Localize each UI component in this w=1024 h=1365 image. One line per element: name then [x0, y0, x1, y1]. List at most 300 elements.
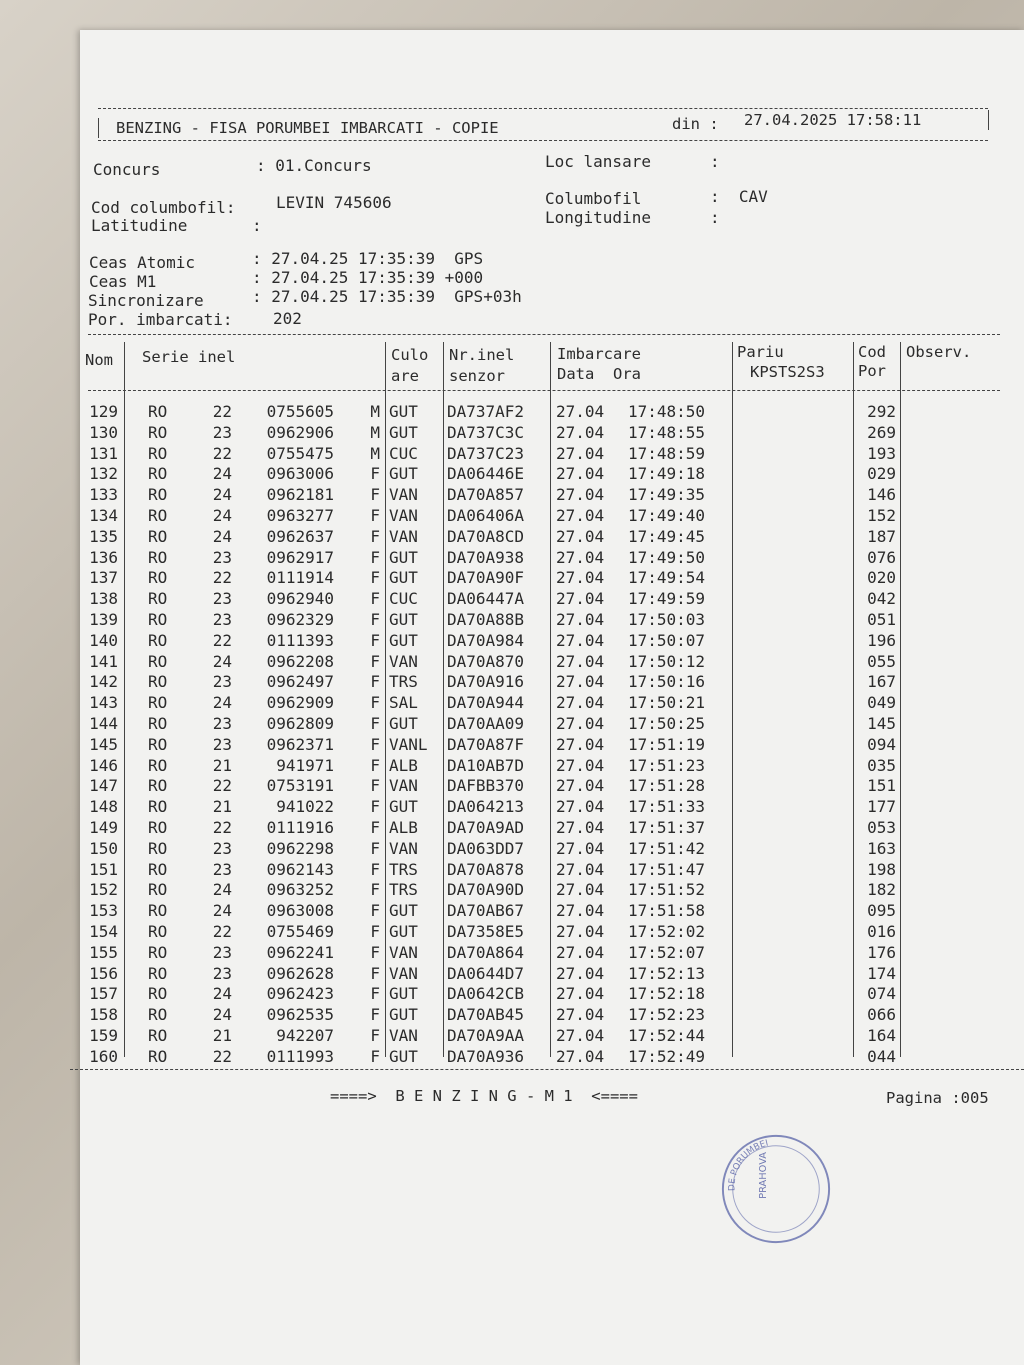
col-nom: Nom [85, 351, 113, 369]
cell-sex: F [370, 776, 380, 796]
cell-culoare: GUT [389, 402, 418, 421]
cell-data: 27.04 [556, 1046, 605, 1066]
table-row [80, 527, 1020, 548]
cell-senzor: DA70AB67 [447, 901, 525, 921]
cell-an: 24 [212, 901, 232, 921]
cell-culoare: TRS [389, 672, 418, 692]
table-row [80, 568, 1020, 589]
cell-inel: 0962906 [266, 422, 334, 442]
cell-tara: RO [148, 818, 168, 837]
club-stamp [717, 1130, 835, 1248]
cell-culoare: GUT [389, 547, 418, 567]
cell-sex: F [370, 464, 380, 484]
cell-data: 27.04 [556, 922, 605, 941]
cell-nom: 160 [89, 1046, 118, 1066]
cell-ora: 17:50:25 [628, 714, 706, 733]
table-row [80, 776, 1020, 797]
cell-inel: 0963252 [266, 880, 334, 900]
cell-senzor: DA737C23 [447, 443, 525, 463]
cell-ora: 17:52:49 [628, 1046, 706, 1066]
cell-inel: 0963277 [266, 506, 334, 525]
table-row [80, 693, 1020, 714]
cell-sex: F [370, 672, 380, 692]
col-cod-2: Por [858, 362, 886, 380]
cell-culoare: SAL [389, 693, 418, 713]
longitudine-value: : [710, 208, 720, 227]
cell-cod: 176 [867, 942, 896, 962]
cell-an: 22 [212, 402, 232, 421]
concurs-label: Concurs [93, 160, 161, 179]
cell-senzor: DA70AB45 [447, 1005, 525, 1025]
cell-senzor: DA70A916 [447, 672, 525, 692]
cell-culoare: GUT [389, 422, 418, 442]
cell-sex: F [370, 755, 380, 775]
cell-sex: F [370, 547, 380, 567]
table-row [80, 818, 1020, 839]
cell-data: 27.04 [556, 714, 605, 733]
cell-sex: F [370, 797, 380, 817]
cell-ora: 17:49:45 [628, 526, 706, 546]
cell-sex: F [370, 485, 380, 505]
cell-nom: 143 [89, 693, 118, 713]
cell-senzor: DA063DD7 [447, 838, 525, 858]
cell-data: 27.04 [556, 880, 605, 900]
cell-data: 27.04 [556, 984, 605, 1004]
cell-data: 27.04 [556, 630, 605, 650]
cell-tara: RO [148, 880, 168, 900]
cell-senzor: DA0644D7 [447, 963, 525, 983]
cell-culoare: VAN [389, 651, 418, 671]
table-row [80, 444, 1020, 465]
cell-sex: M [370, 443, 380, 463]
cell-an: 22 [212, 922, 232, 941]
cell-data: 27.04 [556, 589, 605, 609]
cell-cod: 146 [867, 485, 896, 505]
cell-an: 23 [212, 859, 232, 879]
table-row [80, 631, 1020, 652]
cell-nom: 151 [89, 859, 118, 879]
cell-an: 22 [212, 568, 232, 588]
cell-nom: 142 [89, 672, 118, 692]
cell-tara: RO [148, 651, 168, 671]
cell-ora: 17:49:59 [628, 589, 706, 609]
cell-nom: 129 [89, 402, 118, 421]
cell-data: 27.04 [556, 1005, 605, 1025]
cell-nom: 135 [89, 526, 118, 546]
cell-inel: 0962329 [266, 610, 334, 629]
table-row [80, 548, 1020, 569]
cell-tara: RO [148, 693, 168, 713]
stamp-text-center: PRAHOVA [758, 1151, 770, 1199]
cell-ora: 17:52:18 [628, 984, 706, 1004]
cell-culoare: VAN [389, 526, 418, 546]
cell-sex: F [370, 568, 380, 588]
page-number: Pagina :005 [886, 1089, 989, 1107]
col-observatii: Observ. [906, 343, 972, 361]
cell-tara: RO [148, 755, 168, 775]
cell-tara: RO [148, 963, 168, 983]
cell-cod: 076 [867, 547, 896, 567]
col-imbarcare-2: Data Ora [557, 365, 641, 383]
cell-cod: 029 [867, 464, 896, 484]
cell-inel: 0962208 [266, 651, 334, 671]
cell-nom: 140 [89, 630, 118, 650]
cell-nom: 139 [89, 610, 118, 629]
cell-senzor: DA70A88B [447, 610, 525, 629]
ceas-m1-value: : 27.04.25 17:35:39 +000 [252, 268, 484, 287]
cell-cod: 196 [867, 630, 896, 650]
cell-nom: 134 [89, 506, 118, 525]
cell-culoare: GUT [389, 984, 418, 1004]
cell-senzor: DA70A857 [447, 485, 525, 505]
cell-an: 23 [212, 610, 232, 629]
cell-nom: 152 [89, 880, 118, 900]
cell-tara: RO [148, 485, 168, 505]
cell-tara: RO [148, 838, 168, 858]
cell-tara: RO [148, 734, 168, 754]
cell-senzor: DA737AF2 [447, 402, 525, 421]
cell-ora: 17:49:54 [628, 568, 706, 588]
cell-an: 24 [212, 984, 232, 1004]
cell-sex: F [370, 714, 380, 733]
cell-ora: 17:49:18 [628, 464, 706, 484]
cell-culoare: VAN [389, 838, 418, 858]
cell-data: 27.04 [556, 693, 605, 713]
cell-data: 27.04 [556, 526, 605, 546]
cell-sex: F [370, 818, 380, 837]
cell-nom: 157 [89, 984, 118, 1004]
cell-senzor: DA70A9AA [447, 1026, 525, 1045]
cell-cod: 164 [867, 1026, 896, 1045]
col-culoare-1: Culo [391, 346, 429, 364]
cell-an: 24 [212, 1005, 232, 1025]
col-culoare-2: are [391, 367, 419, 385]
cell-an: 24 [212, 464, 232, 484]
porumbei-imbarcati-value: 202 [273, 309, 302, 328]
cell-inel: 0962909 [266, 693, 334, 713]
cell-culoare: GUT [389, 714, 418, 733]
cell-cod: 174 [867, 963, 896, 983]
table-row [80, 1026, 1020, 1047]
cell-inel: 0111393 [266, 630, 334, 650]
cell-inel: 0755469 [266, 922, 334, 941]
latitudine-label: Latitudine [91, 216, 188, 235]
cell-data: 27.04 [556, 547, 605, 567]
cell-culoare: GUT [389, 922, 418, 941]
cell-sex: F [370, 693, 380, 713]
cell-data: 27.04 [556, 672, 605, 692]
table-row [80, 423, 1020, 444]
cell-ora: 17:52:44 [628, 1026, 706, 1045]
cell-senzor: DA0642CB [447, 984, 525, 1004]
cell-an: 23 [212, 963, 232, 983]
cell-inel: 0962143 [266, 859, 334, 879]
table-row [80, 880, 1020, 901]
cell-ora: 17:51:47 [628, 859, 706, 879]
cell-ora: 17:51:19 [628, 734, 706, 754]
cell-cod: 151 [867, 776, 896, 796]
cell-data: 27.04 [556, 422, 605, 442]
document-title: BENZING - FISA PORUMBEI IMBARCATI - COPIE [116, 119, 499, 137]
cell-ora: 17:50:16 [628, 672, 706, 692]
cell-culoare: ALB [389, 818, 418, 837]
cell-data: 27.04 [556, 963, 605, 983]
cell-nom: 137 [89, 568, 118, 588]
cell-senzor: DA70A936 [447, 1046, 525, 1066]
cell-inel: 0755605 [266, 402, 334, 421]
cell-culoare: GUT [389, 1005, 418, 1025]
cell-sex: F [370, 859, 380, 879]
cell-cod: 016 [867, 922, 896, 941]
cell-an: 21 [212, 755, 232, 775]
cell-data: 27.04 [556, 1026, 605, 1045]
sincronizare-value: : 27.04.25 17:35:39 GPS+03h [252, 287, 522, 306]
loc-lansare-label: Loc lansare [545, 152, 651, 171]
cell-nom: 138 [89, 589, 118, 609]
cell-nom: 131 [89, 443, 118, 463]
cell-senzor: DA064213 [447, 797, 525, 817]
cell-senzor: DA10AB7D [447, 755, 525, 775]
cell-an: 21 [212, 1026, 232, 1045]
loc-lansare-value: : [710, 152, 720, 171]
cell-senzor: DA06447A [447, 589, 525, 609]
cell-culoare: GUT [389, 568, 418, 588]
cell-nom: 149 [89, 818, 118, 837]
table-row [80, 922, 1020, 943]
table-row [80, 464, 1020, 485]
table-header-top-border [88, 334, 1000, 335]
cell-cod: 177 [867, 797, 896, 817]
cell-nom: 155 [89, 942, 118, 962]
cell-inel: 0962497 [266, 672, 334, 692]
cell-cod: 145 [867, 714, 896, 733]
cell-cod: 094 [867, 734, 896, 754]
cell-inel: 941971 [276, 755, 334, 775]
cell-culoare: TRS [389, 859, 418, 879]
cell-nom: 156 [89, 963, 118, 983]
cell-inel: 0962371 [266, 734, 334, 754]
cell-sex: F [370, 838, 380, 858]
cell-cod: 053 [867, 818, 896, 837]
cell-data: 27.04 [556, 402, 605, 421]
longitudine-label: Longitudine [545, 208, 651, 227]
cell-tara: RO [148, 922, 168, 941]
cell-cod: 193 [867, 443, 896, 463]
cell-tara: RO [148, 422, 168, 442]
cell-culoare: VAN [389, 1026, 418, 1045]
cell-senzor: DA70A870 [447, 651, 525, 671]
cell-tara: RO [148, 859, 168, 879]
cell-ora: 17:48:59 [628, 443, 706, 463]
cell-sex: F [370, 1005, 380, 1025]
cell-sex: F [370, 880, 380, 900]
cell-data: 27.04 [556, 443, 605, 463]
table-row [80, 1005, 1020, 1026]
cell-senzor: DA70A90D [447, 880, 525, 900]
cell-an: 22 [212, 630, 232, 650]
cell-data: 27.04 [556, 485, 605, 505]
cell-cod: 167 [867, 672, 896, 692]
table-row [80, 506, 1020, 527]
cell-senzor: DA7358E5 [447, 922, 525, 941]
cell-nom: 130 [89, 422, 118, 442]
sincronizare-label: Sincronizare [88, 291, 204, 310]
cell-an: 23 [212, 942, 232, 962]
cell-ora: 17:49:40 [628, 506, 706, 525]
cell-inel: 0962628 [266, 963, 334, 983]
cell-cod: 074 [867, 984, 896, 1004]
cell-inel: 0962637 [266, 526, 334, 546]
cell-tara: RO [148, 402, 168, 421]
cell-cod: 152 [867, 506, 896, 525]
table-row [80, 589, 1020, 610]
porumbei-imbarcati-label: Por. imbarcati: [88, 310, 233, 329]
cell-data: 27.04 [556, 818, 605, 837]
cell-culoare: CUC [389, 443, 418, 463]
cell-ora: 17:49:35 [628, 485, 706, 505]
cell-data: 27.04 [556, 776, 605, 796]
cell-tara: RO [148, 776, 168, 796]
cell-cod: 044 [867, 1046, 896, 1066]
cell-inel: 0111993 [266, 1046, 334, 1066]
cell-nom: 147 [89, 776, 118, 796]
col-pariu-1: Pariu [737, 343, 784, 361]
table-row [80, 610, 1020, 631]
cell-nom: 159 [89, 1026, 118, 1045]
cell-culoare: VAN [389, 485, 418, 505]
date-value: 27.04.2025 17:58:11 [744, 111, 922, 129]
cod-columbofil-label: Cod columbofil: [91, 198, 236, 217]
cell-tara: RO [148, 797, 168, 817]
cell-ora: 17:50:07 [628, 630, 706, 650]
cell-tara: RO [148, 1005, 168, 1025]
cell-an: 22 [212, 443, 232, 463]
cell-an: 23 [212, 714, 232, 733]
cell-data: 27.04 [556, 797, 605, 817]
cell-ora: 17:51:28 [628, 776, 706, 796]
cell-nom: 146 [89, 755, 118, 775]
cell-tara: RO [148, 942, 168, 962]
cell-data: 27.04 [556, 942, 605, 962]
cell-inel: 0111914 [266, 568, 334, 588]
cell-culoare: ALB [389, 755, 418, 775]
cell-nom: 145 [89, 734, 118, 754]
cell-inel: 0962241 [266, 942, 334, 962]
cell-tara: RO [148, 1046, 168, 1066]
cell-culoare: GUT [389, 901, 418, 921]
cell-senzor: DA70AA09 [447, 714, 525, 733]
cell-ora: 17:50:21 [628, 693, 706, 713]
cell-ora: 17:50:03 [628, 610, 706, 629]
cell-inel: 941022 [276, 797, 334, 817]
cell-tara: RO [148, 464, 168, 484]
cell-sex: M [370, 402, 380, 421]
cell-culoare: TRS [389, 880, 418, 900]
cell-an: 22 [212, 1046, 232, 1066]
cell-nom: 148 [89, 797, 118, 817]
cell-data: 27.04 [556, 464, 605, 484]
ceas-m1-label: Ceas M1 [89, 272, 157, 291]
cell-sex: F [370, 1026, 380, 1045]
cell-data: 27.04 [556, 755, 605, 775]
cell-cod: 163 [867, 838, 896, 858]
col-serie-inel: Serie inel [142, 348, 236, 366]
title-right-border [988, 110, 989, 130]
cell-inel: 0962917 [266, 547, 334, 567]
stamp-text-arc: DE PORUMBEI [727, 1138, 770, 1192]
cell-senzor: DAFBB370 [447, 776, 525, 796]
cell-senzor: DA70A87F [447, 734, 525, 754]
cell-senzor: DA70A944 [447, 693, 525, 713]
cell-sex: F [370, 942, 380, 962]
columbofil-label: Columbofil [545, 189, 642, 208]
cell-an: 23 [212, 734, 232, 754]
table-row [80, 735, 1020, 756]
cell-sex: F [370, 963, 380, 983]
cell-tara: RO [148, 547, 168, 567]
col-pariu-2: KPSTS2S3 [750, 363, 825, 381]
table-row [80, 485, 1020, 506]
footer-brand: ====> B E N Z I N G - M 1 <==== [330, 1087, 638, 1105]
cell-tara: RO [148, 589, 168, 609]
cell-ora: 17:51:42 [628, 838, 706, 858]
latitudine-value: : [252, 216, 262, 235]
cell-sex: F [370, 922, 380, 941]
cell-senzor: DA70A938 [447, 547, 525, 567]
cell-cod: 095 [867, 901, 896, 921]
cell-inel: 0962535 [266, 1005, 334, 1025]
cell-tara: RO [148, 506, 168, 525]
cell-cod: 020 [867, 568, 896, 588]
cell-sex: F [370, 984, 380, 1004]
cell-nom: 136 [89, 547, 118, 567]
cell-tara: RO [148, 443, 168, 463]
cell-ora: 17:51:37 [628, 818, 706, 837]
cell-tara: RO [148, 630, 168, 650]
cell-an: 23 [212, 422, 232, 442]
table-header-bottom-border [88, 390, 1000, 391]
cell-ora: 17:52:07 [628, 942, 706, 962]
cell-cod: 198 [867, 859, 896, 879]
cell-culoare: VAN [389, 776, 418, 796]
cell-sex: F [370, 734, 380, 754]
cell-an: 23 [212, 547, 232, 567]
cell-an: 24 [212, 880, 232, 900]
cell-data: 27.04 [556, 838, 605, 858]
cell-an: 23 [212, 672, 232, 692]
cell-cod: 055 [867, 651, 896, 671]
cell-culoare: GUT [389, 464, 418, 484]
col-nr-inel-2: senzor [449, 367, 505, 385]
cell-senzor: DA737C3C [447, 422, 525, 442]
table-row [80, 1047, 1020, 1068]
cell-culoare: VAN [389, 506, 418, 525]
cell-senzor: DA70A90F [447, 568, 525, 588]
cell-cod: 042 [867, 589, 896, 609]
cell-inel: 942207 [276, 1026, 334, 1045]
cell-tara: RO [148, 984, 168, 1004]
cell-nom: 141 [89, 651, 118, 671]
cell-ora: 17:51:23 [628, 755, 706, 775]
cell-ora: 17:52:02 [628, 922, 706, 941]
cell-sex: F [370, 506, 380, 525]
cell-sex: F [370, 589, 380, 609]
table-row [80, 964, 1020, 985]
cell-data: 27.04 [556, 568, 605, 588]
date-label: din : [672, 115, 719, 133]
top-border [98, 108, 988, 109]
table-row [80, 901, 1020, 922]
